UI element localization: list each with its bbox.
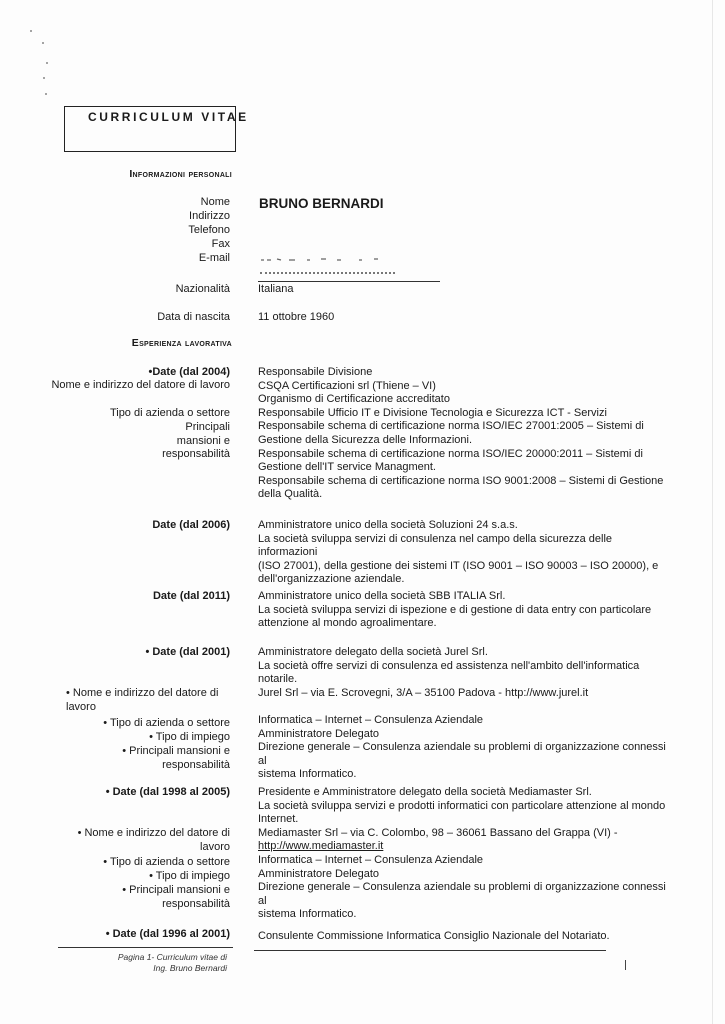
exp3-date: Date (dal 2011) [152, 590, 230, 602]
exp6-date: • Date (dal 1996 al 2001) [105, 928, 230, 940]
exp4-line: Jurel Srl – via E. Scrovegni, 3/A – 35100 Padova - http://www.jurel.it [258, 686, 589, 699]
section-title-personal: Informazioni personali [129, 168, 232, 180]
exp2-line: Amministratore unico della società Soluzioni 24 s.a.s. [258, 519, 518, 531]
label-email: E-mail [198, 252, 230, 264]
scan-speck [43, 77, 45, 79]
label-fax: Fax [211, 238, 230, 250]
exp4-employer-label: • Nome e indirizzo del datore di lavoro [66, 687, 219, 713]
exp4-line [258, 700, 668, 714]
exp1-line: CSQA Certificazioni srl (Thiene – VI) [258, 379, 436, 392]
exp6-text [258, 930, 668, 944]
exp1-line: Responsabile schema di certificazione norma ISO 9001:2008 – Sistemi di Gestione [258, 474, 664, 487]
page-edge-shadow [712, 0, 713, 1024]
exp4-line: notarile. [258, 673, 298, 686]
exp6-line: Consulente Commissione Informatica Consiglio Nazionale del Notariato. [258, 930, 610, 942]
exp4-job-label: • Tipo di impiego [149, 731, 230, 743]
label-phone: Telefono [188, 224, 230, 236]
exp2-line: dell'organizzazione aziendale. [258, 573, 405, 586]
label-name: Nome [200, 196, 230, 208]
exp5-link[interactable]: http://www.mediamaster.it [258, 840, 384, 853]
exp1-line: Responsabile schema di certificazione norma ISO/IEC 27001:2005 – Sistemi di [258, 420, 644, 433]
exp3-line: La società sviluppa servizi di ispezione e di gestione di data entry con particolare [258, 603, 652, 616]
scan-speck [30, 30, 32, 32]
margin-mark [625, 960, 626, 970]
exp5-line: sistema Informatico. [258, 908, 357, 921]
scan-speck [45, 93, 47, 95]
exp4-duties-label: • Principali mansioni e responsabilità [122, 745, 230, 771]
exp5-line: Presidente e Amministratore delegato della società Mediamaster Srl. [258, 786, 592, 798]
redaction-marks [259, 254, 409, 262]
label-address: Indirizzo [189, 210, 230, 222]
exp5-date: • Date (dal 1998 al 2005) [105, 786, 230, 798]
exp1-line: della Qualità. [258, 488, 323, 501]
exp1-line: Responsabile schema di certificazione norma ISO/IEC 20000:2011 – Sistemi di [258, 447, 643, 460]
exp5-line: Direzione generale – Consulenza aziendale su problemi di organizzazione connessi al [258, 881, 666, 907]
exp1-line: Organismo di Certificazione accreditato [258, 393, 450, 406]
exp4-line: Amministratore Delegato [258, 727, 380, 740]
exp3-text [258, 590, 668, 631]
exp2-text [258, 519, 668, 587]
exp5-line: Informatica – Internet – Consulenza Aziendale [258, 853, 484, 866]
exp2-date: Date (dal 2006) [152, 519, 230, 531]
redacted-email [259, 254, 409, 264]
exp4-type-label: • Tipo di azienda o settore [103, 717, 230, 729]
exp4-date: • Date (dal 2001) [145, 646, 230, 658]
nationality-value: Italiana [258, 283, 294, 295]
exp5-type-label: • Tipo di azienda o settore [103, 856, 230, 868]
scan-speck [42, 42, 44, 44]
exp1-line: Responsabile Ufficio IT e Divisione Tecnologia e Sicurezza ICT - Servizi [258, 406, 607, 419]
exp5-line: Mediamaster Srl – via C. Colombo, 98 – 36061 Bassano del Grappa (VI) - [258, 826, 618, 839]
exp5-text [258, 786, 668, 922]
exp1-text [258, 366, 668, 502]
email-underline [258, 281, 440, 282]
exp2-line: La società sviluppa servizi di consulenza nel campo della sicurezza delle informazioni [258, 532, 613, 559]
scan-speck [46, 62, 48, 64]
exp1-date: •Date (dal 2004) [148, 366, 230, 378]
exp5-line: Internet. [258, 813, 299, 826]
exp5-job-label: • Tipo di impiego [149, 870, 230, 882]
exp1-line: Responsabile Divisione [258, 366, 373, 378]
exp5-line: Amministratore Delegato [258, 867, 380, 880]
exp1-line: Gestione della Sicurezza delle Informazioni. [258, 433, 473, 446]
birth-value: 11 ottobre 1960 [258, 311, 335, 323]
footer-rule-left [58, 947, 233, 948]
person-name: BRUNO BERNARDI [259, 196, 384, 211]
exp4-line: sistema Informatico. [258, 768, 357, 781]
exp4-line: La società offre servizi di consulenza ed assistenza nell'ambito dell'informatica [258, 659, 640, 672]
exp3-line: attenzione al mondo agroalimentare. [258, 617, 437, 630]
exp1-line: Gestione dell'IT service Managment. [258, 461, 436, 474]
exp5-line: La società sviluppa servizi e prodotti informatici con particolare attenzione al mondo [258, 799, 666, 812]
exp2-line: (ISO 27001), della gestione dei sistemi IT (ISO 9001 – ISO 90003 – ISO 20000), e [258, 559, 659, 572]
exp1-employer-label: Nome e indirizzo del datore di lavoro [51, 379, 230, 391]
exp5-duties-label: • Principali mansioni e responsabilità [122, 884, 230, 910]
exp4-text [258, 646, 668, 782]
exp1-duties-label: Principali mansioni e responsabilità [162, 421, 230, 461]
label-birth: Data di nascita [157, 311, 230, 323]
exp3-line: Amministratore unico della società SBB ITALIA Srl. [258, 590, 506, 602]
redacted-address-line [260, 272, 395, 278]
page-title: CURRICULUM VITAE [88, 110, 249, 124]
exp4-line: Informatica – Internet – Consulenza Aziendale [258, 713, 484, 726]
page-footer [60, 952, 227, 974]
footer-author-line: Ing. Bruno Bernardi [153, 963, 227, 973]
exp4-line: Amministratore delegato della società Jurel Srl. [258, 646, 488, 658]
exp5-employer-label: • Nome e indirizzo del datore di lavoro [77, 827, 230, 853]
footer-rule-right [254, 950, 606, 951]
exp4-line: Direzione generale – Consulenza aziendale su problemi di organizzazione connessi al [258, 741, 666, 767]
section-title-experience: Esperienza lavorativa [131, 337, 232, 349]
footer-page-line: Pagina 1- Curriculum vitae di [117, 952, 227, 962]
exp1-type-label: Tipo di azienda o settore [109, 407, 230, 419]
label-nationality: Nazionalità [175, 283, 230, 295]
